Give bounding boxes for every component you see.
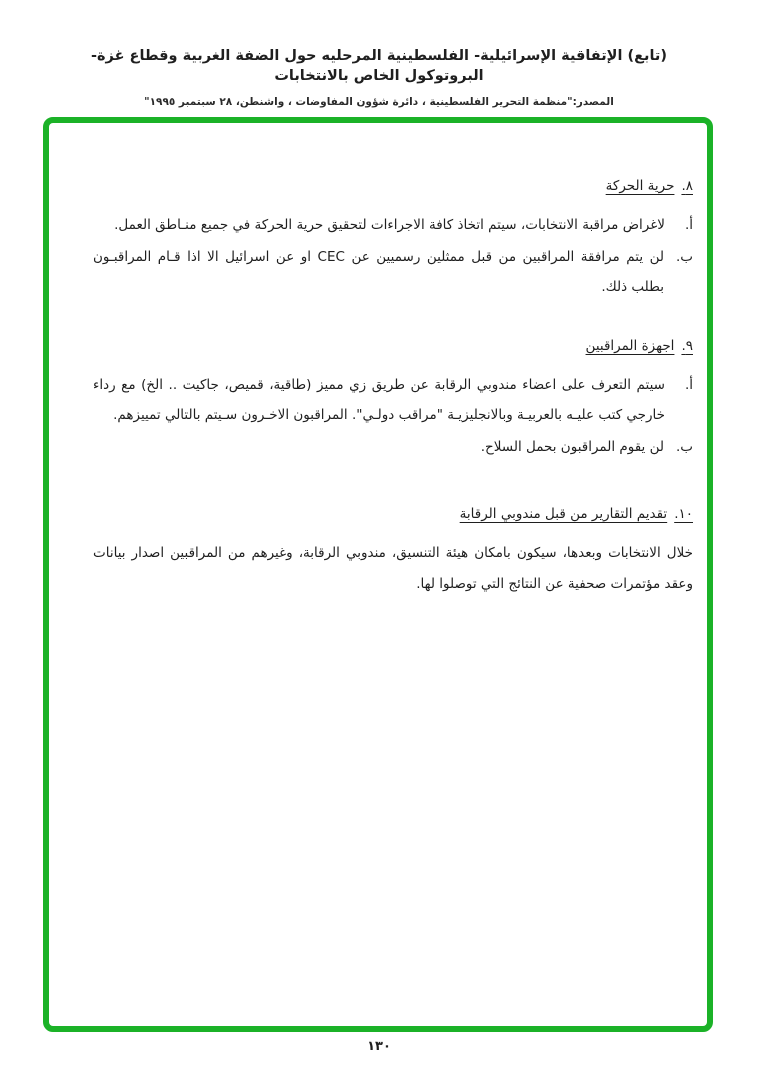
item-marker: ب.	[675, 249, 693, 265]
list-item	[93, 432, 693, 462]
document-body	[93, 178, 693, 600]
list-item	[93, 370, 693, 430]
item-marker: أ.	[684, 377, 693, 393]
item-text: لن يتم مرافقة المراقبين من قبل ممثلين رسميين عن CEC او عن اسرائيل الا اذا قـام المراقبـون بطلب ذلك.	[93, 249, 664, 295]
section-title: اجهزة المراقبين	[585, 338, 675, 354]
page-header	[0, 46, 758, 108]
item-text: لاغراض مراقبة الانتخابات، سيتم اتخاذ كافة الاجراءات لتحقيق حرية الحركة في جميع منـاطق العمل.	[114, 217, 665, 233]
section-title: تقديم التقارير من قبل مندوبي الرقابة	[459, 506, 668, 522]
list-item	[93, 242, 693, 302]
item-text: سيتم التعرف على اعضاء مندوبي الرقابة عن طريق زي مميز (طاقية، قميص، جاكيت .. الخ) مع رداء خارجي كتب عليـه بالعربيـة وبالانجليزيـة "مراقب دولـي". المراقبون الاخـرون سـيتم بالتالي تمييزهم.	[93, 377, 665, 423]
section-title: حرية الحركة	[605, 178, 675, 194]
section-paragraph: خلال الانتخابات وبعدها، سيكون بامكان هيئة التنسيق، مندوبي الرقابة، وغيرهم من المراقبين اصدار بيانات وعقد مؤتمرات صحفية عن النتائج التي توصلوا لها.	[93, 545, 693, 592]
section-8-freedom-of-movement	[93, 178, 693, 302]
document-source-line: المصدر:"منظمة التحرير الفلسطينية ، دائرة شؤون المفاوضات ، واشنطن، ٢٨ سبتمبر ١٩٩٥"	[144, 95, 614, 108]
section-heading	[93, 178, 693, 194]
item-marker: أ.	[684, 217, 693, 233]
list-item	[93, 210, 693, 240]
item-marker: ب.	[675, 439, 693, 455]
section-number: ٨.	[681, 178, 693, 194]
section-heading	[93, 338, 693, 354]
item-text: لن يقوم المراقبون بحمل السلاح.	[480, 439, 664, 455]
section-9-observer-equipment	[93, 338, 693, 462]
section-number: ١٠.	[674, 506, 693, 522]
section-heading	[93, 506, 693, 522]
section-number: ٩.	[681, 338, 693, 354]
section-10-reporting-by-observers	[93, 506, 693, 600]
page-number: ١٣٠	[367, 1039, 391, 1054]
green-border-frame	[43, 117, 713, 1032]
document-title: (تابع) الإتفاقية الإسرائيلية- الفلسطينية المرحليه حول الضفة الغربية وقطاع غزة- البروتوكول الخاص بالانتخابات	[90, 48, 667, 85]
